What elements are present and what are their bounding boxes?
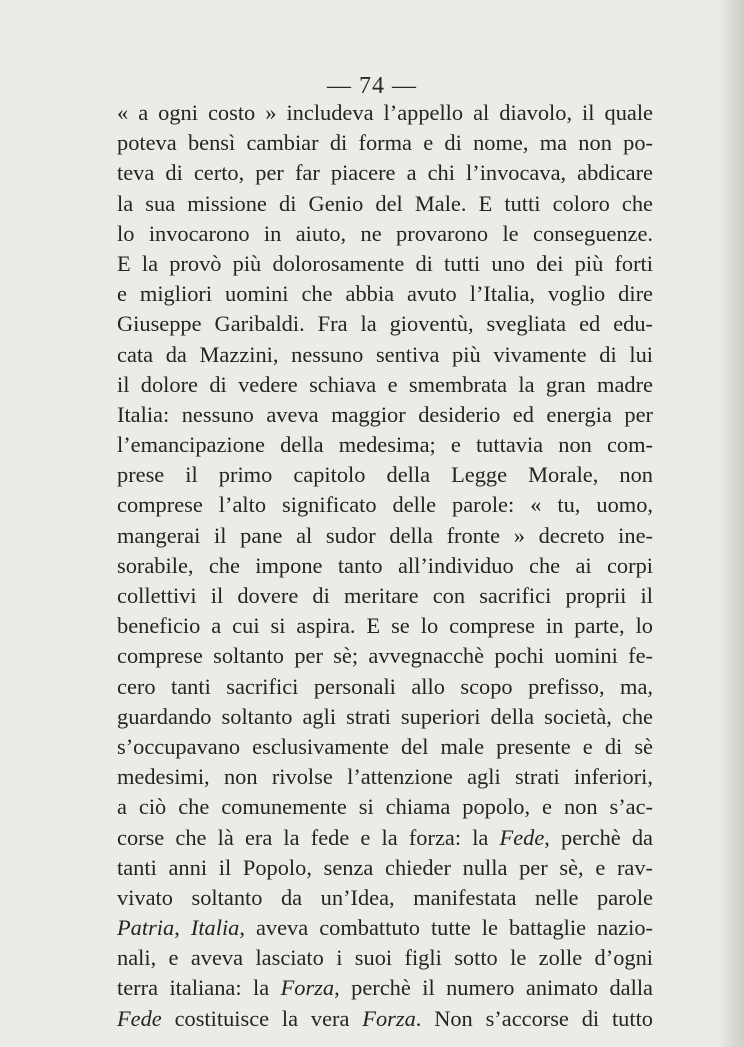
page-number: — 74 —: [327, 73, 417, 99]
text-line: s’occupavano esclusivamente del male presente e di sè: [117, 733, 653, 759]
text-line: poteva bensì cambiar di forma e di nome, ma non po-: [117, 130, 653, 156]
text-line: medesimi, non rivolse l’attenzione agli strati inferiori,: [117, 764, 653, 790]
text-line: vivato soltanto da un’Idea, manifestata nelle parole: [117, 884, 653, 910]
text-line: lo invocarono in aiuto, ne provarono le conseguenze.: [117, 220, 653, 246]
text-line: il dolore di vedere schiava e smembrata la gran madre: [117, 371, 653, 397]
text-line: comprese l’alto significato delle parole: « tu, uomo,: [117, 492, 653, 518]
text-line: Italia: nessuno aveva maggior desiderio ed energia per: [117, 401, 653, 427]
text-line: Giuseppe Garibaldi. Fra la gioventù, svegliata ed edu-: [117, 311, 653, 337]
page-edge-shadow: [718, 0, 744, 1047]
text-line: comprese soltanto per sè; avvegnacchè pochi uomini fe-: [117, 643, 653, 669]
text-line: collettivi il dovere di meritare con sacrifici proprii il: [117, 583, 653, 608]
text-line: l’emancipazione della medesima; e tuttavia non com-: [117, 432, 653, 458]
text-line: « a ogni costo » includeva l’appello al diavolo, il quale: [117, 100, 653, 125]
text-line: cata da Mazzini, nessuno sentiva più vivamente di lui: [117, 341, 653, 367]
text-line: E la provò più dolorosamente di tutti uno dei più forti: [117, 250, 653, 276]
text-line: cero tanti sacrifici personali allo scopo prefisso, ma,: [117, 673, 653, 699]
text-line: guardando soltanto agli strati superiori della società, che: [117, 703, 653, 729]
text-line: Patria, Italia, aveva combattuto tutte le battaglie nazio-: [117, 915, 653, 941]
body-text: [117, 98, 653, 1034]
text-line: beneficio a cui si aspira. E se lo comprese in parte, lo: [117, 613, 653, 639]
text-line: tanti anni il Popolo, senza chieder nulla per sè, e rav-: [117, 854, 653, 880]
text-line: sorabile, che impone tanto all’individuo che ai corpi: [117, 552, 653, 578]
text-line: e migliori uomini che abbia avuto l’Italia, voglio dire: [117, 281, 653, 307]
text-line: a ciò che comunemente si chiama popolo, e non s’ac-: [117, 794, 653, 820]
text-line: mangerai il pane al sudor della fronte » decreto ine-: [117, 522, 653, 548]
text-line: corse che là era la fede e la forza: la Fede, perchè da: [117, 824, 653, 850]
text-line: la sua missione di Genio del Male. E tutti coloro che: [117, 190, 653, 216]
text-line: prese il primo capitolo della Legge Morale, non: [117, 462, 653, 488]
text-line: nali, e aveva lasciato i suoi figli sotto le zolle d’ogni: [117, 945, 653, 971]
text-line: teva di certo, per far piacere a chi l’invocava, abdicare: [117, 160, 653, 186]
text-line: Fede costituisce la vera Forza. Non s’accorse di tutto: [117, 1005, 653, 1031]
text-line: terra italiana: la Forza, perchè il numero animato dalla: [117, 975, 653, 1001]
